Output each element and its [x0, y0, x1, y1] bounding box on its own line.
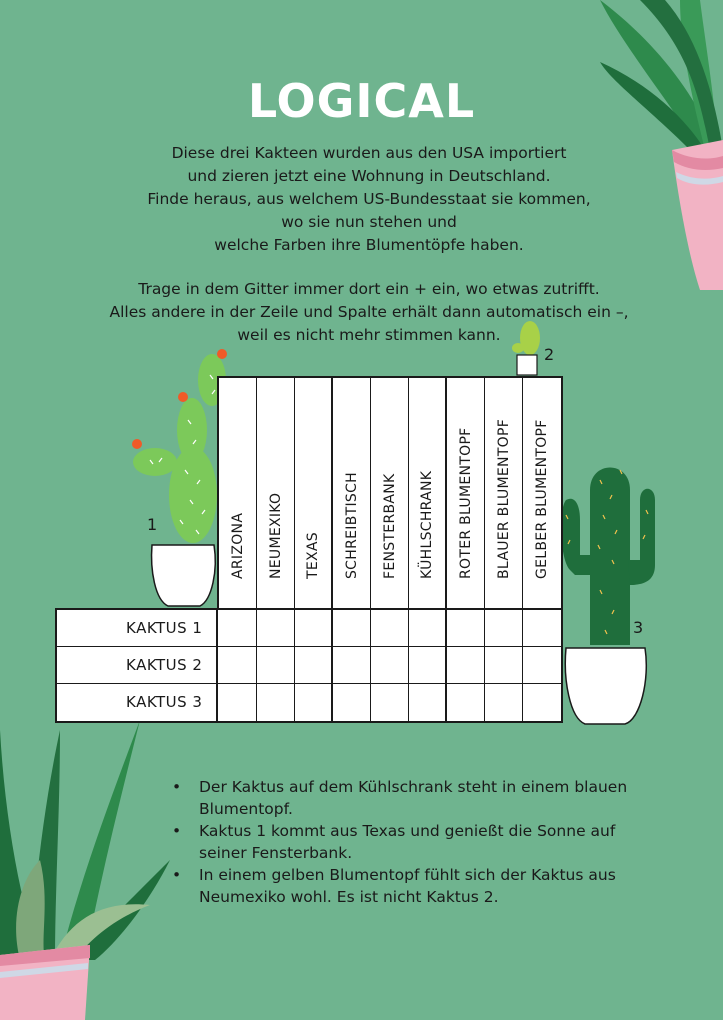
- grid-cell[interactable]: [257, 610, 295, 646]
- grid-cell[interactable]: [218, 684, 256, 721]
- grid-row-kaktus-2: [57, 647, 561, 684]
- column-header-kuehlschrank: KÜHLSCHRANK: [409, 378, 447, 609]
- column-header-schreibtisch: SCHREIBTISCH: [333, 378, 371, 609]
- cactus-1-icon: [132, 349, 227, 606]
- instruction-line: Alles andere in der Zeile und Spalte erhält dann automatisch ein –,: [109, 303, 629, 321]
- grid-cell[interactable]: [371, 647, 409, 683]
- grid-cell[interactable]: [333, 647, 371, 683]
- intro-line: wo sie nun stehen und: [281, 213, 457, 231]
- grid-cell[interactable]: [333, 684, 371, 721]
- cactus-1-number: 1: [147, 515, 158, 534]
- grid-cell[interactable]: [409, 684, 447, 721]
- cactus-2-number: 2: [544, 345, 555, 364]
- instruction-line: weil es nicht mehr stimmen kann.: [237, 326, 501, 344]
- grid-cell[interactable]: [523, 647, 561, 683]
- intro-line: Diese drei Kakteen wurden aus den USA importiert: [171, 144, 567, 162]
- cactus-3-number: 3: [633, 618, 644, 637]
- grid-cell[interactable]: [218, 610, 256, 646]
- column-header-gelber-blumentopf: GELBER BLUMENTOPF: [534, 419, 550, 579]
- grid-cell[interactable]: [523, 610, 561, 646]
- row-label: KAKTUS 1: [57, 610, 218, 646]
- grid-cell[interactable]: [371, 610, 409, 646]
- grid-cell[interactable]: [333, 610, 371, 646]
- cactus-3-icon: [561, 468, 655, 725]
- grid-row-kaktus-1: [57, 610, 561, 647]
- grid-cell[interactable]: [523, 684, 561, 721]
- clue-item: • Kaktus 1 kommt aus Texas und genießt die Sonne auf seiner Fensterbank.: [172, 820, 652, 864]
- grid-cell[interactable]: [409, 647, 447, 683]
- grid-cell[interactable]: [485, 647, 523, 683]
- grid-row-kaktus-3: [57, 684, 561, 721]
- grid-cell[interactable]: [447, 684, 485, 721]
- grid-cell[interactable]: [295, 684, 333, 721]
- row-label: KAKTUS 3: [57, 684, 218, 721]
- column-header-neumexiko: NEUMEXIKO: [257, 378, 295, 609]
- grid-cell[interactable]: [371, 684, 409, 721]
- clue-item: • In einem gelben Blumentopf fühlt sich der Kaktus aus Neumexiko wohl. Es ist nicht Kaktus 2.: [172, 864, 652, 908]
- page-title: LOGICAL: [247, 74, 476, 128]
- logic-grid-header: [217, 376, 563, 609]
- column-header-roter-blumentopf: ROTER BLUMENTOPF: [447, 378, 485, 609]
- row-label: KAKTUS 2: [57, 647, 218, 683]
- grid-cell[interactable]: [485, 684, 523, 721]
- grid-cell[interactable]: [257, 684, 295, 721]
- clue-item: • Der Kaktus auf dem Kühlschrank steht in einem blauen Blumentopf.: [172, 776, 652, 820]
- column-header-fensterbank: FENSTERBANK: [371, 378, 409, 609]
- grid-cell[interactable]: [218, 647, 256, 683]
- intro-line: Finde heraus, aus welchem US-Bundesstaat sie kommen,: [147, 190, 591, 208]
- column-header-texas: TEXAS: [295, 378, 333, 609]
- clue-list: [172, 776, 652, 908]
- grid-cell[interactable]: [447, 647, 485, 683]
- instruction-line: Trage in dem Gitter immer dort ein + ein, wo etwas zutrifft.: [138, 280, 600, 298]
- grid-cell[interactable]: [295, 610, 333, 646]
- intro-text: [80, 142, 658, 347]
- grid-cell[interactable]: [447, 610, 485, 646]
- bottom-left-aloe-icon: [0, 720, 170, 1020]
- grid-cell[interactable]: [409, 610, 447, 646]
- intro-line: welche Farben ihre Blumentöpfe haben.: [214, 236, 524, 254]
- column-header-arizona: ARIZONA: [219, 378, 257, 609]
- grid-cell[interactable]: [257, 647, 295, 683]
- column-header-blauer-blumentopf: BLAUER BLUMENTOPF: [485, 378, 523, 609]
- grid-cell[interactable]: [295, 647, 333, 683]
- intro-line: und zieren jetzt eine Wohnung in Deutschland.: [187, 167, 551, 185]
- grid-cell[interactable]: [485, 610, 523, 646]
- logic-grid: [55, 608, 563, 723]
